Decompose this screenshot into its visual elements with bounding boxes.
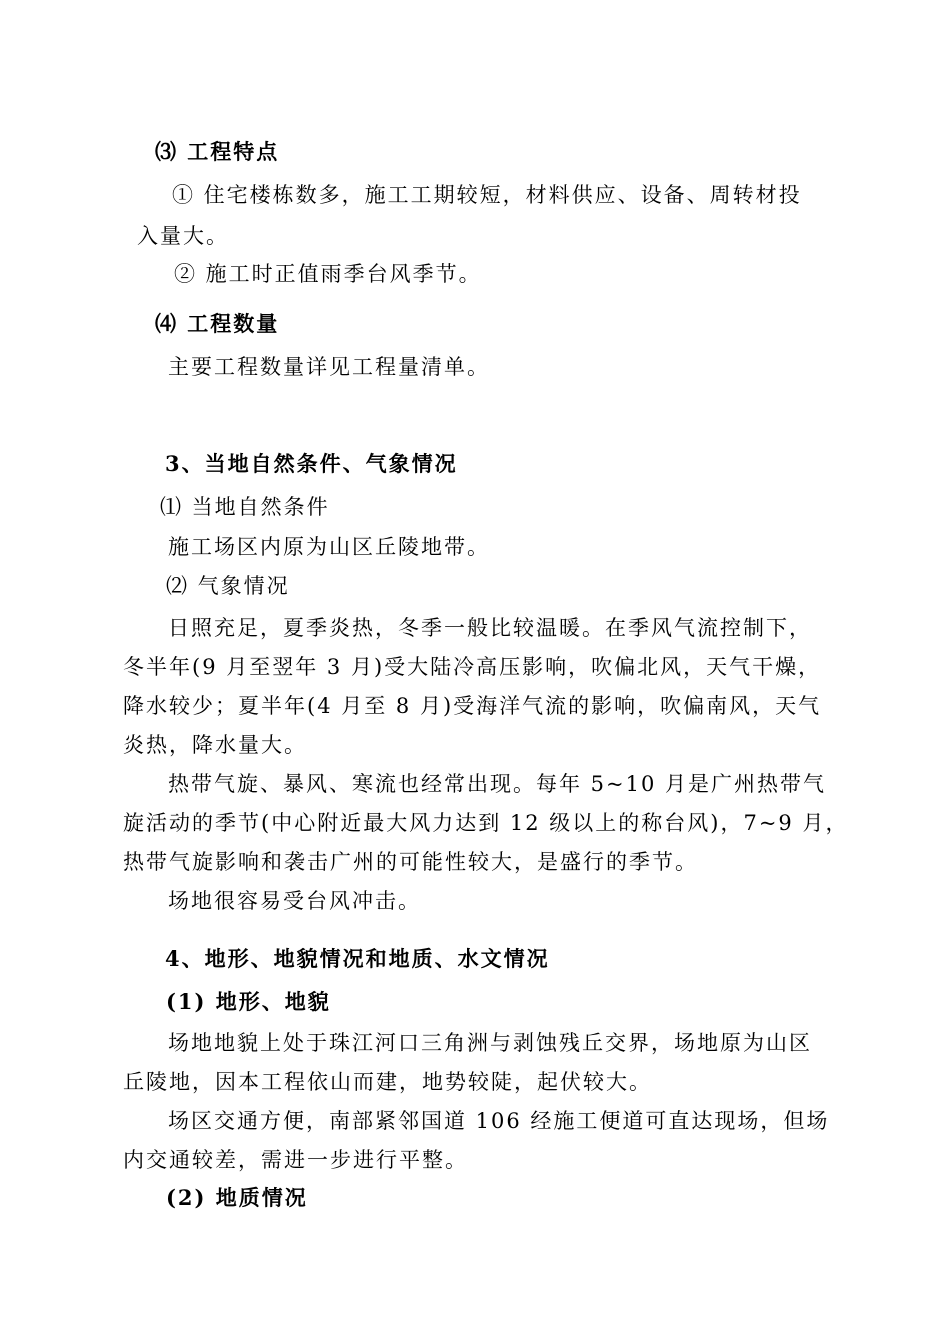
weather-p3: 场地很容易受台风冲击。 [168, 889, 421, 913]
quantity-text: 主要工程数量详见工程量清单。 [168, 355, 490, 379]
heading-engineering-quantity: ⑷ 工程数量 [155, 311, 280, 336]
terrain-p2-line-1: 场区交通方便，南部紧邻国道 106 经施工便道可直达现场，但场 [168, 1109, 830, 1133]
weather-p2-line-3: 热带气旋影响和袭击广州的可能性较大，是盛行的季节。 [123, 850, 698, 874]
weather-p1-line-4: 炎热，降水量大。 [123, 733, 307, 757]
heading-terrain-geology: 4、地形、地貌情况和地质、水文情况 [165, 946, 550, 971]
terrain-p1-line-2: 丘陵地，因本工程依山而建，地势较陡，起伏较大。 [123, 1070, 652, 1094]
terrain-p1-line-1: 场地地貌上处于珠江河口三角洲与剥蚀残丘交界，场地原为山区 [168, 1031, 812, 1055]
heading-engineering-features: ⑶ 工程特点 [155, 139, 280, 164]
natural-conditions-text: 施工场区内原为山区丘陵地带。 [168, 535, 490, 559]
features-item-1-line-2: 入量大。 [137, 224, 229, 248]
subheading-natural-conditions: ⑴ 当地自然条件 [160, 495, 330, 519]
weather-p2-line-1: 热带气旋、暴风、寒流也经常出现。每年 5~10 月是广州热带气 [168, 772, 827, 796]
terrain-p2-line-2: 内交通较差，需进一步进行平整。 [123, 1148, 468, 1172]
subheading-terrain: (1) 地形、地貌 [166, 989, 331, 1014]
heading-natural-conditions: 3、当地自然条件、气象情况 [165, 451, 458, 476]
weather-p1-line-1: 日照充足，夏季炎热，冬季一般比较温暖。在季风气流控制下， [168, 616, 812, 640]
weather-p2-line-2: 旋活动的季节(中心附近最大风力达到 12 级以上的称台风)，7~9 月， [123, 811, 849, 835]
weather-p1-line-2: 冬半年(9 月至翌年 3 月)受大陆冷高压影响，吹偏北风，天气干燥， [123, 655, 822, 679]
subheading-weather: ⑵ 气象情况 [166, 574, 290, 598]
weather-p1-line-3: 降水较少；夏半年(4 月至 8 月)受海洋气流的影响，吹偏南风，天气 [123, 694, 822, 718]
features-item-2: ② 施工时正值雨季台风季节。 [174, 262, 482, 286]
features-item-1-line-1: ① 住宅楼栋数多，施工工期较短，材料供应、设备、周转材投 [172, 183, 802, 207]
subheading-geology: (2) 地质情况 [166, 1185, 308, 1210]
